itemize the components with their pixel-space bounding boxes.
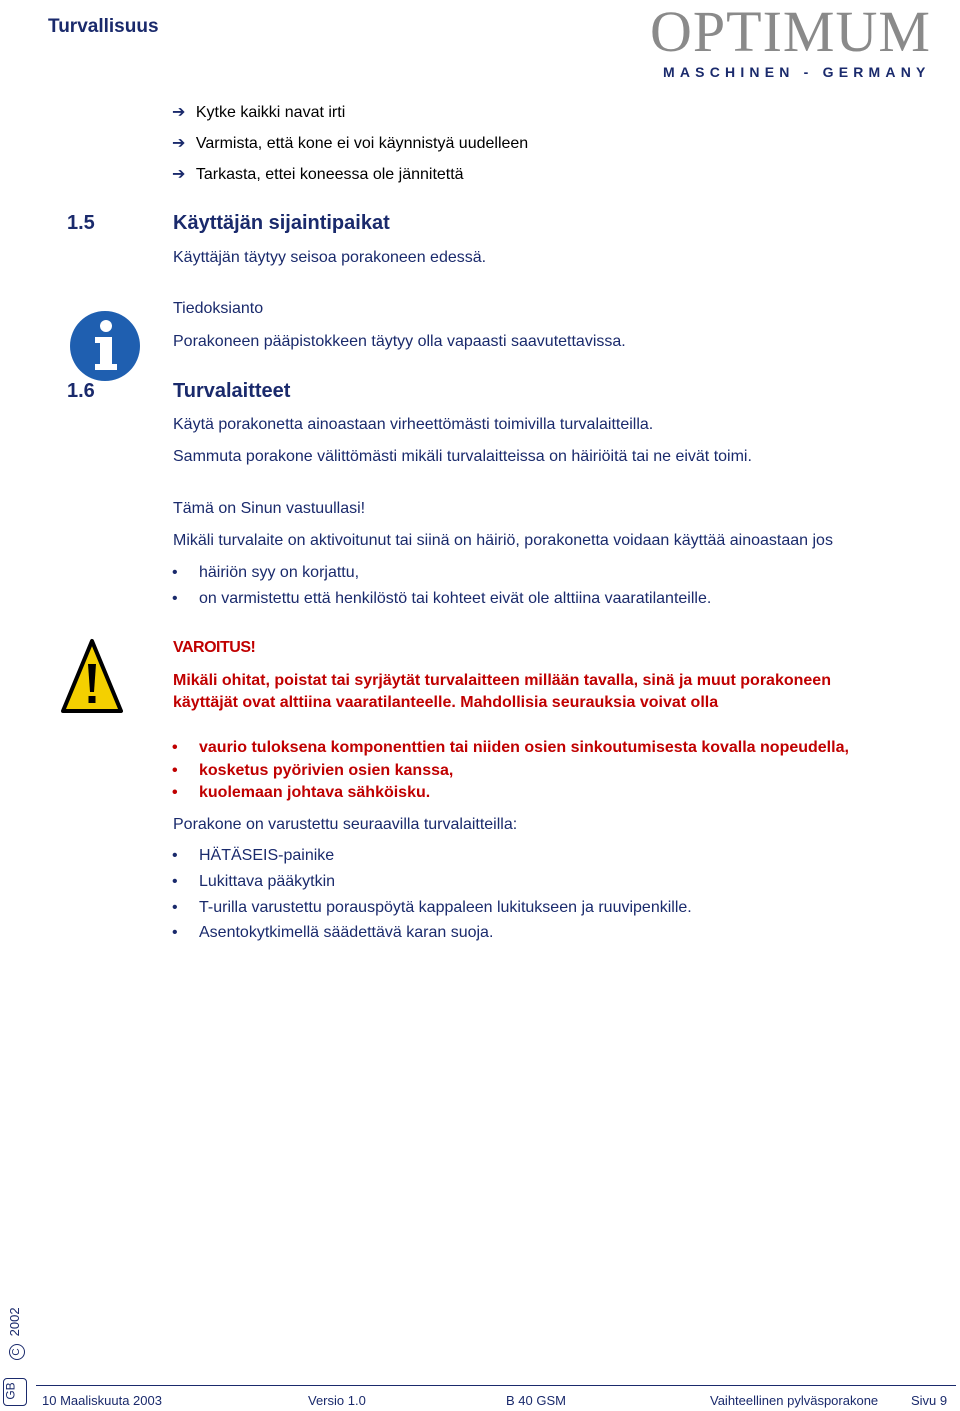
section-title: Turvalaitteet bbox=[173, 380, 291, 402]
list-item: • kuolemaan johtava sähköisku. bbox=[172, 784, 431, 801]
bullet-icon: • bbox=[172, 564, 178, 581]
footer-page: Sivu 9 bbox=[911, 1393, 948, 1408]
section-title: Käyttäjän sijaintipaikat bbox=[173, 212, 390, 234]
info-icon bbox=[69, 310, 141, 382]
list-item: • kosketus pyörivien osien kanssa, bbox=[172, 762, 454, 779]
brand-logo: OPTIMUM bbox=[650, 0, 931, 64]
section-number: 1.5 bbox=[67, 212, 95, 234]
bullet-icon: • bbox=[172, 762, 178, 779]
brand-tagline: MASCHINEN - GERMANY bbox=[663, 64, 931, 80]
arrow-right-icon: ➔ bbox=[172, 166, 186, 183]
paragraph: Porakone on varustettu seuraavilla turvalaitteilla: bbox=[173, 816, 518, 833]
bullet-icon: • bbox=[172, 739, 178, 756]
page-title: Turvallisuus bbox=[48, 16, 159, 37]
info-heading: Tiedoksianto bbox=[173, 300, 264, 317]
footer-rule bbox=[36, 1385, 956, 1386]
list-item: • T-urilla varustettu porauspöytä kappaleen lukitukseen ja ruuvipenkille. bbox=[172, 899, 692, 916]
copyright-icon: C bbox=[9, 1344, 25, 1360]
section-text: Käyttäjän täytyy seisoa porakoneen edessä. bbox=[173, 249, 487, 266]
footer-doc-name: Vaihteellinen pylväsporakone bbox=[710, 1393, 879, 1408]
paragraph: Mikäli turvalaite on aktivoitunut tai siinä on häiriö, porakonetta voidaan käyttää ainoastaan jos bbox=[173, 532, 833, 549]
bullet-icon: • bbox=[172, 899, 178, 916]
bullet-icon: • bbox=[172, 873, 178, 890]
warning-text: Mikäli ohitat, poistat tai syrjäytät turvalaitteen millään tavalla, sinä ja muut porakoneen bbox=[173, 672, 831, 689]
language-badge: GB bbox=[3, 1378, 27, 1406]
bullet-icon: • bbox=[172, 784, 178, 801]
footer-model: B 40 GSM bbox=[506, 1393, 566, 1408]
list-item: • häiriön syy on korjattu, bbox=[172, 564, 360, 581]
paragraph: Sammuta porakone välittömästi mikäli turvalaitteissa on häiriöitä tai ne eivät toimi. bbox=[173, 448, 752, 465]
footer-date: 10 Maaliskuuta 2003 bbox=[42, 1393, 162, 1408]
list-item: • Lukittava pääkytkin bbox=[172, 873, 336, 890]
info-text: Porakoneen pääpistokkeen täytyy olla vapaasti saavutettavissa. bbox=[173, 333, 626, 350]
step-item: ➔ Tarkasta, ettei koneessa ole jännitettä bbox=[172, 166, 464, 183]
list-item: • Asentokytkimellä säädettävä karan suoja. bbox=[172, 924, 494, 941]
copyright-notice: C 2002 bbox=[0, 1300, 30, 1360]
paragraph: Tämä on Sinun vastuullasi! bbox=[173, 500, 366, 517]
arrow-right-icon: ➔ bbox=[172, 104, 186, 121]
list-item: • HÄTÄSEIS-painike bbox=[172, 847, 335, 864]
bullet-icon: • bbox=[172, 847, 178, 864]
warning-text: käyttäjät ovat alttiina vaaratilanteelle. Mahdollisia seurauksia voivat olla bbox=[173, 694, 719, 711]
warning-heading: VAROITUS! bbox=[173, 639, 256, 656]
step-item: ➔ Kytke kaikki navat irti bbox=[172, 104, 346, 121]
bullet-icon: • bbox=[172, 924, 178, 941]
list-item: • vaurio tuloksena komponenttien tai niiden osien sinkoutumisesta kovalla nopeudella, bbox=[172, 739, 849, 756]
step-item: ➔ Varmista, että kone ei voi käynnistyä uudelleen bbox=[172, 135, 529, 152]
footer-version: Versio 1.0 bbox=[308, 1393, 366, 1408]
arrow-right-icon: ➔ bbox=[172, 135, 186, 152]
bullet-icon: • bbox=[172, 590, 178, 607]
warning-triangle-icon bbox=[61, 638, 123, 714]
paragraph: Käytä porakonetta ainoastaan virheettömästi toimivilla turvalaitteilla. bbox=[173, 416, 654, 433]
section-number: 1.6 bbox=[67, 380, 95, 402]
list-item: • on varmistettu että henkilöstö tai kohteet eivät ole alttiina vaaratilanteille. bbox=[172, 590, 712, 607]
